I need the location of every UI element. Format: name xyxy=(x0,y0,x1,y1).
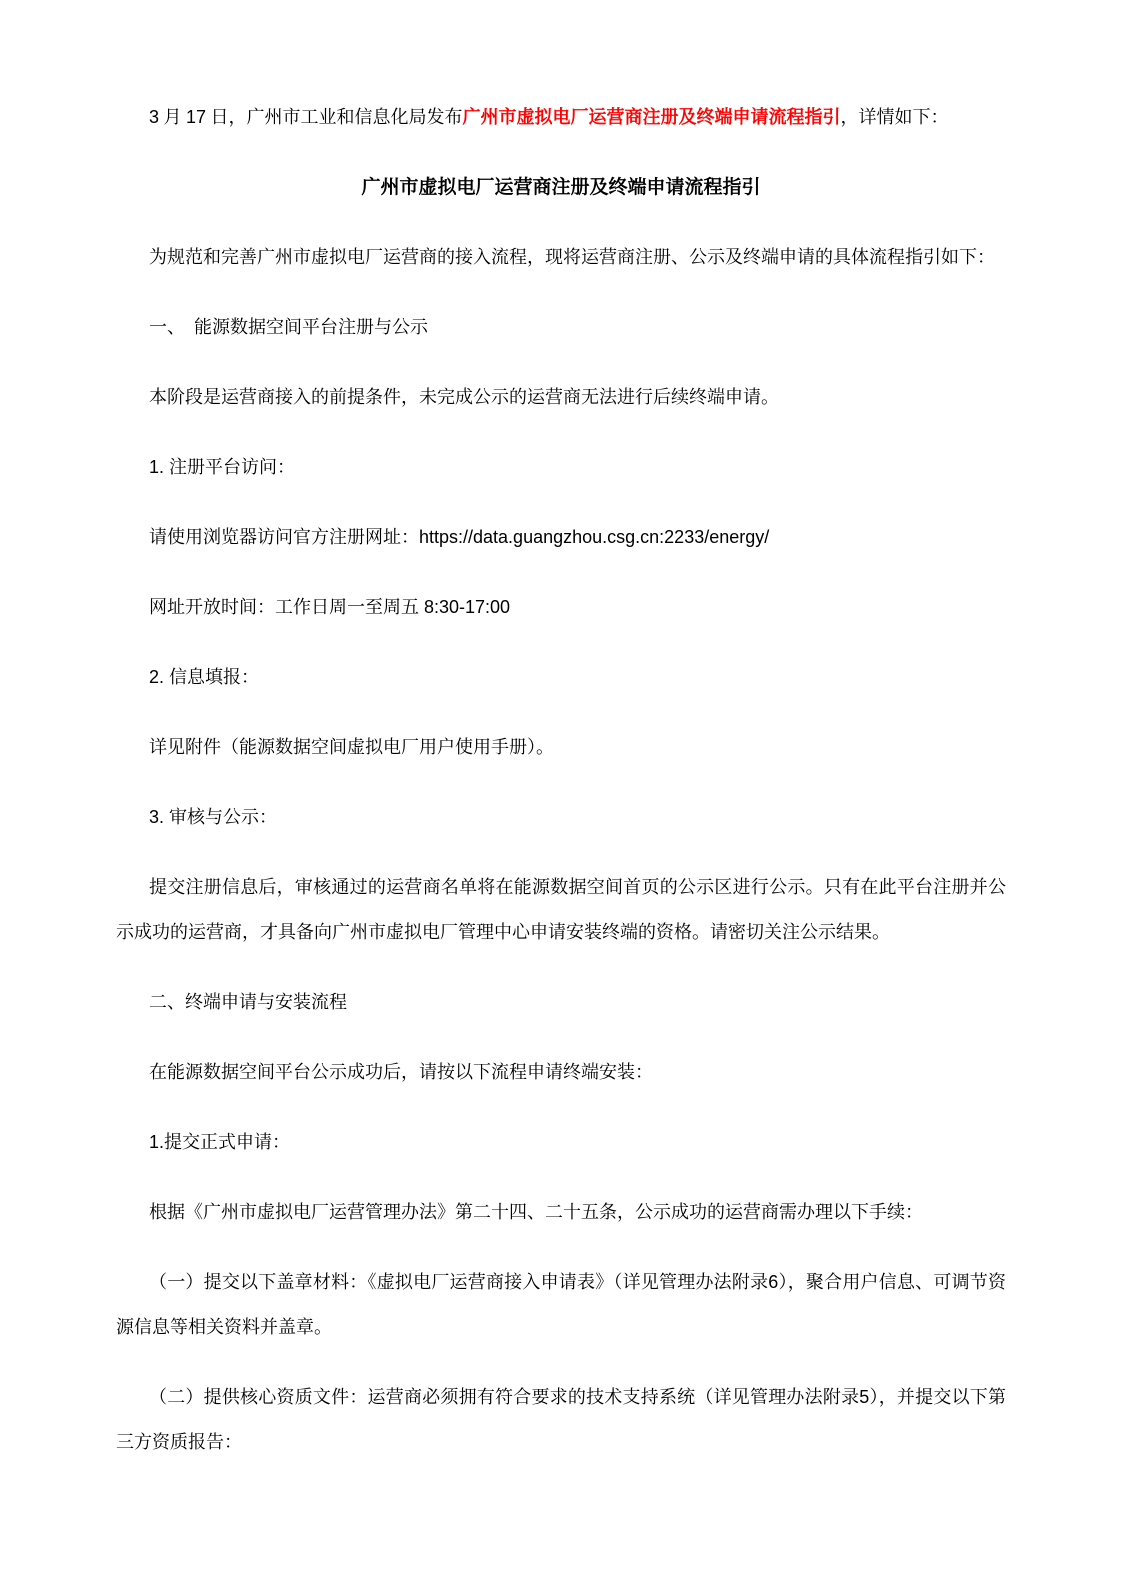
text-run: 月 xyxy=(159,107,187,127)
text-run: 6 xyxy=(768,1272,779,1292)
paragraph xyxy=(116,445,1006,490)
paragraph xyxy=(116,235,1006,280)
text-run: 17 xyxy=(186,107,207,127)
text-run: 1. xyxy=(149,457,170,477)
document-title xyxy=(116,165,1006,210)
paragraph xyxy=(116,95,1006,140)
paragraph xyxy=(116,305,1006,350)
text-run: 8:30-17:00 xyxy=(419,597,511,617)
paragraph xyxy=(116,865,1006,955)
text-run: 信息填报： xyxy=(169,667,260,687)
paragraph xyxy=(116,1260,1006,1350)
text-run: 一、 能源数据空间平台注册与公示 xyxy=(149,317,428,337)
paragraph xyxy=(116,1190,1006,1235)
text-run: 2. xyxy=(149,667,170,687)
text-run: 提交注册信息后，审核通过的运营商名单将在能源数据空间首页的公示区进行公示。只有在此平台注册并公示成功的运营商，才具备向广州市虚拟电厂管理中心申请安装终端的资格。请密切关注公示结果。 xyxy=(116,877,1006,942)
paragraph xyxy=(116,375,1006,420)
text-run: 1. xyxy=(149,1132,165,1152)
text-run: 详见附件（能源数据空间虚拟电厂用户使用手册）。 xyxy=(149,737,554,757)
text-run: 请使用浏览器访问官方注册网址： xyxy=(149,527,419,547)
text-run: 审核与公示： xyxy=(169,807,278,827)
text-run: 3 xyxy=(149,107,160,127)
paragraph xyxy=(116,980,1006,1025)
paragraph xyxy=(116,1375,1006,1465)
text-run: 网址开放时间：工作日周一至周五 xyxy=(149,597,419,617)
text-run: 3. xyxy=(149,807,170,827)
text-run: 根据《广州市虚拟电厂运营管理办法》第二十四、二十五条，公示成功的运营商需办理以下手续： xyxy=(149,1202,923,1222)
text-run: 在能源数据空间平台公示成功后，请按以下流程申请终端安装： xyxy=(149,1062,653,1082)
paragraph xyxy=(116,585,1006,630)
text-run: ），聚合用户信息、可调节资源信息等相关资料并盖章。 xyxy=(116,1272,1006,1337)
text-run: 本阶段是运营商接入的前提条件，未完成公示的运营商无法进行后续终端申请。 xyxy=(149,387,779,407)
red-highlight-text: 广州市虚拟电厂运营商注册及终端申请流程指引 xyxy=(462,107,841,127)
text-run: 为规范和完善广州市虚拟电厂运营商的接入流程，现将运营商注册、公示及终端申请的具体流程指引如下： xyxy=(149,247,995,267)
text-run: 提交正式申请： xyxy=(164,1132,291,1152)
text-run: （二）提供核心资质文件：运营商必须拥有符合要求的技术支持系统（详见管理办法附录 xyxy=(149,1387,860,1407)
paragraph xyxy=(116,1120,1006,1165)
paragraph xyxy=(116,795,1006,840)
text-run: 二、终端申请与安装流程 xyxy=(149,992,347,1012)
document-body xyxy=(116,95,1006,1465)
text-run: 5 xyxy=(859,1387,870,1407)
text-run: ，详情如下： xyxy=(840,107,949,127)
paragraph xyxy=(116,1050,1006,1095)
paragraph xyxy=(116,725,1006,770)
text-run: 日，广州市工业和信息化局发布 xyxy=(206,107,463,127)
text-run: 广州市虚拟电厂运营商注册及终端申请流程指引 xyxy=(361,177,761,198)
text-run: ），并提交以下第三方资质报告： xyxy=(116,1387,1006,1452)
paragraph xyxy=(116,655,1006,700)
text-run: （一）提交以下盖章材料：《虚拟电厂运营商接入申请表》（详见管理办法附录 xyxy=(149,1272,769,1292)
text-run: https://data.guangzhou.csg.cn:2233/energy/ xyxy=(419,527,770,547)
text-run: 注册平台访问： xyxy=(169,457,296,477)
paragraph xyxy=(116,515,1006,560)
